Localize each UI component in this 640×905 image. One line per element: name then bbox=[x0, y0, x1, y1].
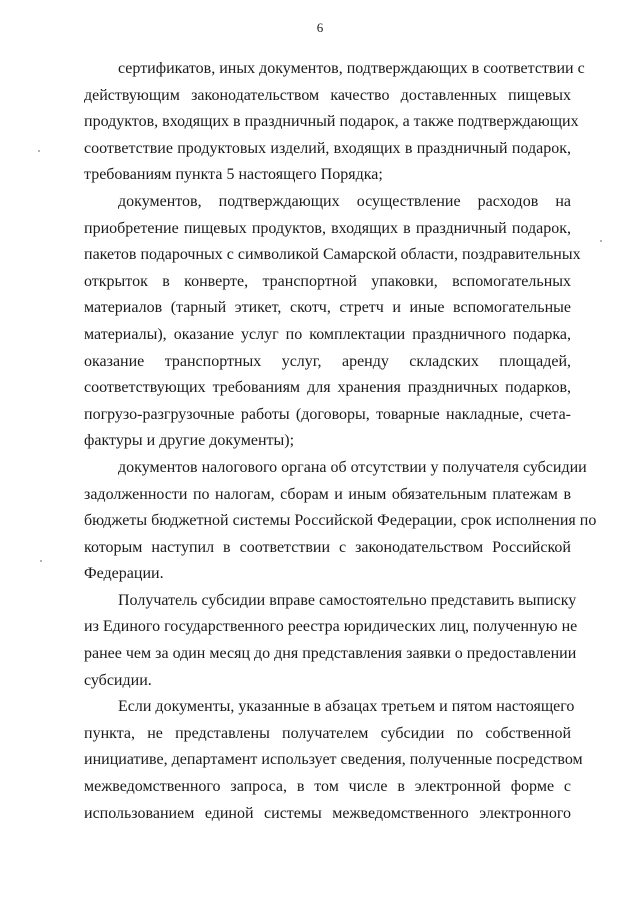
text-line: ранее чем за один месяц до дня представления заявки о предоставлении bbox=[84, 645, 577, 663]
text-line: сертификатов, иных документов, подтверждающих в соответствии с bbox=[118, 60, 585, 77]
document-body bbox=[84, 56, 597, 827]
text-line: соответствие продуктовых изделий, входящих в праздничный подарок, bbox=[84, 139, 571, 157]
text-line: Федерации. bbox=[84, 565, 164, 583]
text-line: документов, подтверждающих осуществление расходов на bbox=[118, 192, 571, 210]
page-number: 6 bbox=[316, 20, 324, 35]
text-line: Если документы, указанные в абзацах третьем и пятом настоящего bbox=[118, 698, 575, 716]
text-line: открыток в конверте, транспортной упаковки, вспомогательных bbox=[84, 272, 571, 290]
text-line: материалы), оказание услуг по комплектации праздничного подарка, bbox=[84, 325, 571, 343]
scan-speck bbox=[600, 240, 602, 242]
text-line: действующим законодательством качество доставленных пищевых bbox=[84, 86, 571, 104]
text-line: межведомственного запроса, в том числе в электронной форме с bbox=[84, 778, 571, 796]
text-line: инициативе, департамент использует сведения, полученные посредством bbox=[84, 751, 583, 769]
text-line: фактуры и другие документы); bbox=[84, 432, 295, 450]
text-line: оказание транспортных услуг, аренду складских площадей, bbox=[84, 352, 571, 370]
text-line: субсидии. bbox=[84, 671, 152, 689]
text-line: приобретение пищевых продуктов, входящих в праздничный подарок, bbox=[84, 219, 571, 237]
text-line: Получатель субсидии вправе самостоятельно представить выписку bbox=[118, 591, 577, 609]
scan-speck bbox=[40, 560, 42, 562]
text-line: требованиям пункта 5 настоящего Порядка; bbox=[84, 166, 383, 184]
text-line: пакетов подарочных с символикой Самарской области, поздравительных bbox=[84, 246, 581, 264]
text-line: погрузо-разгрузочные работы (договоры, товарные накладные, счета- bbox=[84, 405, 571, 423]
text-line: которым наступил в соответствии с законодательством Российской bbox=[84, 538, 571, 556]
scan-speck bbox=[38, 150, 40, 152]
text-line: продуктов, входящих в праздничный подарок, а также подтверждающих bbox=[84, 113, 579, 131]
text-line: пункта, не представлены получателем субсидии по собственной bbox=[84, 724, 571, 742]
text-line: соответствующих требованиям для хранения праздничных подарков, bbox=[84, 379, 571, 397]
text-line: документов налогового органа об отсутствии у получателя субсидии bbox=[118, 458, 587, 476]
text-line: использованием единой системы межведомственного электронного bbox=[84, 804, 571, 822]
text-line: материалов (тарный этикет, скотч, стретч и иные вспомогательные bbox=[84, 299, 571, 317]
text-line: из Единого государственного реестра юридических лиц, полученную не bbox=[84, 618, 578, 636]
text-line: задолженности по налогам, сборам и иным обязательным платежам в bbox=[84, 485, 571, 503]
text-line: бюджеты бюджетной системы Российской Федерации, срок исполнения по bbox=[84, 512, 597, 530]
